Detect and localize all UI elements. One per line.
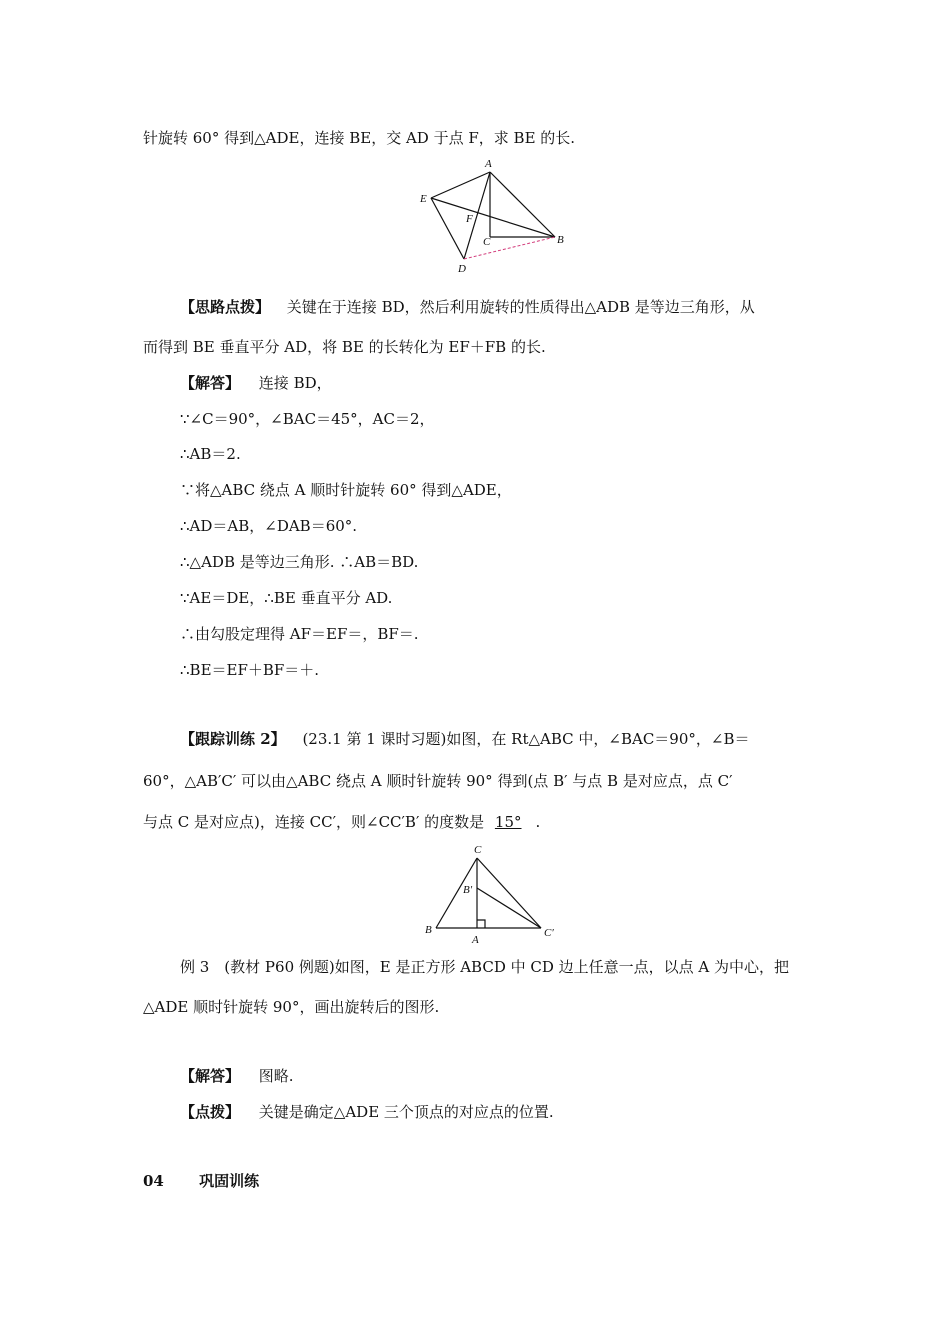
fig1-label-a: A <box>485 158 492 170</box>
solution-step-2: ∴AB＝2. <box>180 445 241 463</box>
fig1-label-e: E <box>420 193 427 205</box>
solution-step-8: ∴BE＝EF＋BF＝＋. <box>180 661 320 679</box>
exercise2-text-1: (23.1 第 1 课时习题)如图，在 Rt△ABC 中，∠BAC＝90°，∠B＝ <box>302 730 750 748</box>
figure-1-rotation-diagram <box>415 157 565 277</box>
exercise2-tag: 【跟踪训练 2】 <box>180 730 286 748</box>
solution-step-6: ∵AE＝DE，∴BE 垂直平分 AD. <box>180 589 393 607</box>
point3 <box>180 1102 554 1122</box>
fig2-label-b: B <box>425 924 432 936</box>
section-heading <box>143 1171 259 1191</box>
hint-tag: 【思路点拨】 <box>180 298 271 316</box>
solution-tag: 【解答】 <box>180 374 241 392</box>
exercise2-line-1 <box>180 729 750 749</box>
solution-first: 连接 BD， <box>258 374 332 392</box>
point3-tag: 【点拨】 <box>180 1103 241 1121</box>
fig2-label-c: C <box>474 844 482 856</box>
exercise2-line-2: 60°，△AB′C′ 可以由△ABC 绕点 A 顺时针旋转 90° 得到(点 B′ 与点 B 是对应点，点 C′ <box>143 772 733 790</box>
example3-line-1: 例 3 (教材 P60 例题)如图，E 是正方形 ABCD 中 CD 边上任意一点，以点 A 为中心，把 <box>180 958 790 976</box>
solution3-tag: 【解答】 <box>180 1067 241 1085</box>
section-number: 04 <box>143 1172 164 1190</box>
problem-tail: 针旋转 60° 得到△ADE，连接 BE，交 AD 于点 F，求 BE 的长. <box>143 129 576 147</box>
figure-2-triangle-diagram <box>420 840 570 945</box>
exercise2-period: . <box>535 813 541 831</box>
solution-step-4: ∴AD＝AB，∠DAB＝60°. <box>180 517 358 535</box>
point3-text: 关键是确定△ADE 三个顶点的对应点的位置. <box>258 1103 554 1121</box>
example3-line-2: △ADE 顺时针旋转 90°，画出旋转后的图形. <box>143 998 440 1016</box>
fig1-label-d: D <box>458 263 466 275</box>
exercise2-line-3 <box>143 812 540 832</box>
solution3-text: 图略. <box>258 1067 294 1085</box>
hint-text-1: 关键在于连接 BD，然后利用旋转的性质得出△ADB 是等边三角形，从 <box>286 298 755 316</box>
hint-line-2: 而得到 BE 垂直平分 AD，将 BE 的长转化为 EF＋FB 的长. <box>143 338 546 356</box>
section-title: 巩固训练 <box>199 1172 260 1190</box>
solution-step-3: ∵将△ABC 绕点 A 顺时针旋转 60° 得到△ADE， <box>180 481 512 499</box>
fig1-label-f: F <box>466 213 473 225</box>
fig2-label-a: A <box>472 934 479 945</box>
exercise2-answer: 15° <box>494 813 522 831</box>
solution-step-7: ∴由勾股定理得 AF＝EF＝，BF＝. <box>180 625 419 643</box>
solution-step-1: ∵∠C＝90°，∠BAC＝45°，AC＝2， <box>180 410 435 428</box>
solution-step-5: ∴△ADB 是等边三角形. ∴AB＝BD. <box>180 553 419 571</box>
fig2-label-c-prime: C′ <box>544 927 554 939</box>
solution3 <box>180 1066 294 1086</box>
hint-line-1 <box>180 297 755 317</box>
fig1-label-c: C <box>483 236 491 248</box>
exercise2-text-3: 与点 C 是对应点)，连接 CC′，则∠CC′B′ 的度数是 <box>143 813 485 831</box>
fig2-label-b-prime: B′ <box>463 884 473 896</box>
fig1-label-b: B <box>557 234 564 246</box>
solution-heading <box>180 373 332 393</box>
